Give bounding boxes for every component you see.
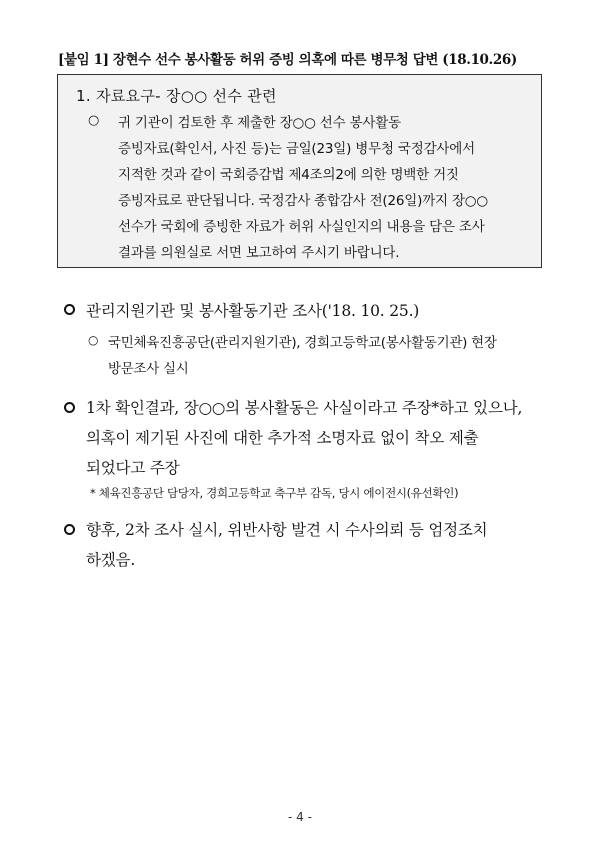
section-2-line: 되었다고 주장 bbox=[86, 459, 180, 477]
section-marker-icon bbox=[64, 402, 75, 413]
request-box-line: 증빙자료로 판단됩니다. 국정감사 종합감사 전(26일)까지 장○○ bbox=[118, 193, 488, 209]
request-box-line: 귀 기관이 검토한 후 제출한 장○○ 선수 봉사활동 bbox=[118, 115, 401, 131]
request-box-line: 선수가 국회에 증빙한 자료가 허위 사실인지의 내용을 담은 조사 bbox=[118, 219, 485, 235]
section-2-footnote: * 체육진흥공단 담당자, 경희고등학교 축구부 감독, 당시 에이전시(유선확인) bbox=[90, 486, 459, 500]
section-2-line: 의혹이 제기된 사진에 대한 추가적 소명자료 없이 착오 제출 bbox=[86, 429, 479, 447]
section-1-heading: 관리지원기관 및 봉사활동기관 조사('18. 10. 25.) bbox=[86, 302, 420, 320]
section-3-line: 하겠음. bbox=[86, 551, 136, 569]
request-box-heading: 1. 자료요구- 장○○ 선수 관련 bbox=[76, 87, 277, 105]
request-box-bullet: ○ bbox=[88, 113, 100, 128]
request-box bbox=[57, 74, 542, 268]
request-box-line: 결과를 의원실로 서면 보고하여 주시기 바랍니다. bbox=[118, 245, 400, 261]
section-marker-icon bbox=[64, 304, 75, 315]
section-1-sub-line: 방문조사 실시 bbox=[108, 361, 189, 377]
document-title: [붙임 1] 장현수 선수 봉사활동 허위 증빙 의혹에 따른 병무청 답변 (18.10.26) bbox=[58, 52, 517, 68]
section-2-line: 1차 확인결과, 장○○의 봉사활동은 사실이라고 주장*하고 있으나, bbox=[86, 399, 523, 417]
section-1-sub-bullet: ○ bbox=[88, 333, 99, 347]
request-box-line: 증빙자료(확인서, 사진 등)는 금일(23일) 병무청 국정감사에서 bbox=[118, 141, 475, 157]
section-3-line: 향후, 2차 조사 실시, 위반사항 발견 시 수사의뢰 등 엄정조치 bbox=[86, 521, 488, 539]
page-number: - 4 - bbox=[288, 810, 312, 824]
request-box-line: 지적한 것과 같이 국회증감법 제4조의2에 의한 명백한 거짓 bbox=[118, 167, 459, 183]
section-1-sub-line: 국민체육진흥공단(관리지원기관), 경희고등학교(봉사활동기관) 현장 bbox=[108, 335, 497, 351]
section-marker-icon bbox=[64, 524, 75, 535]
